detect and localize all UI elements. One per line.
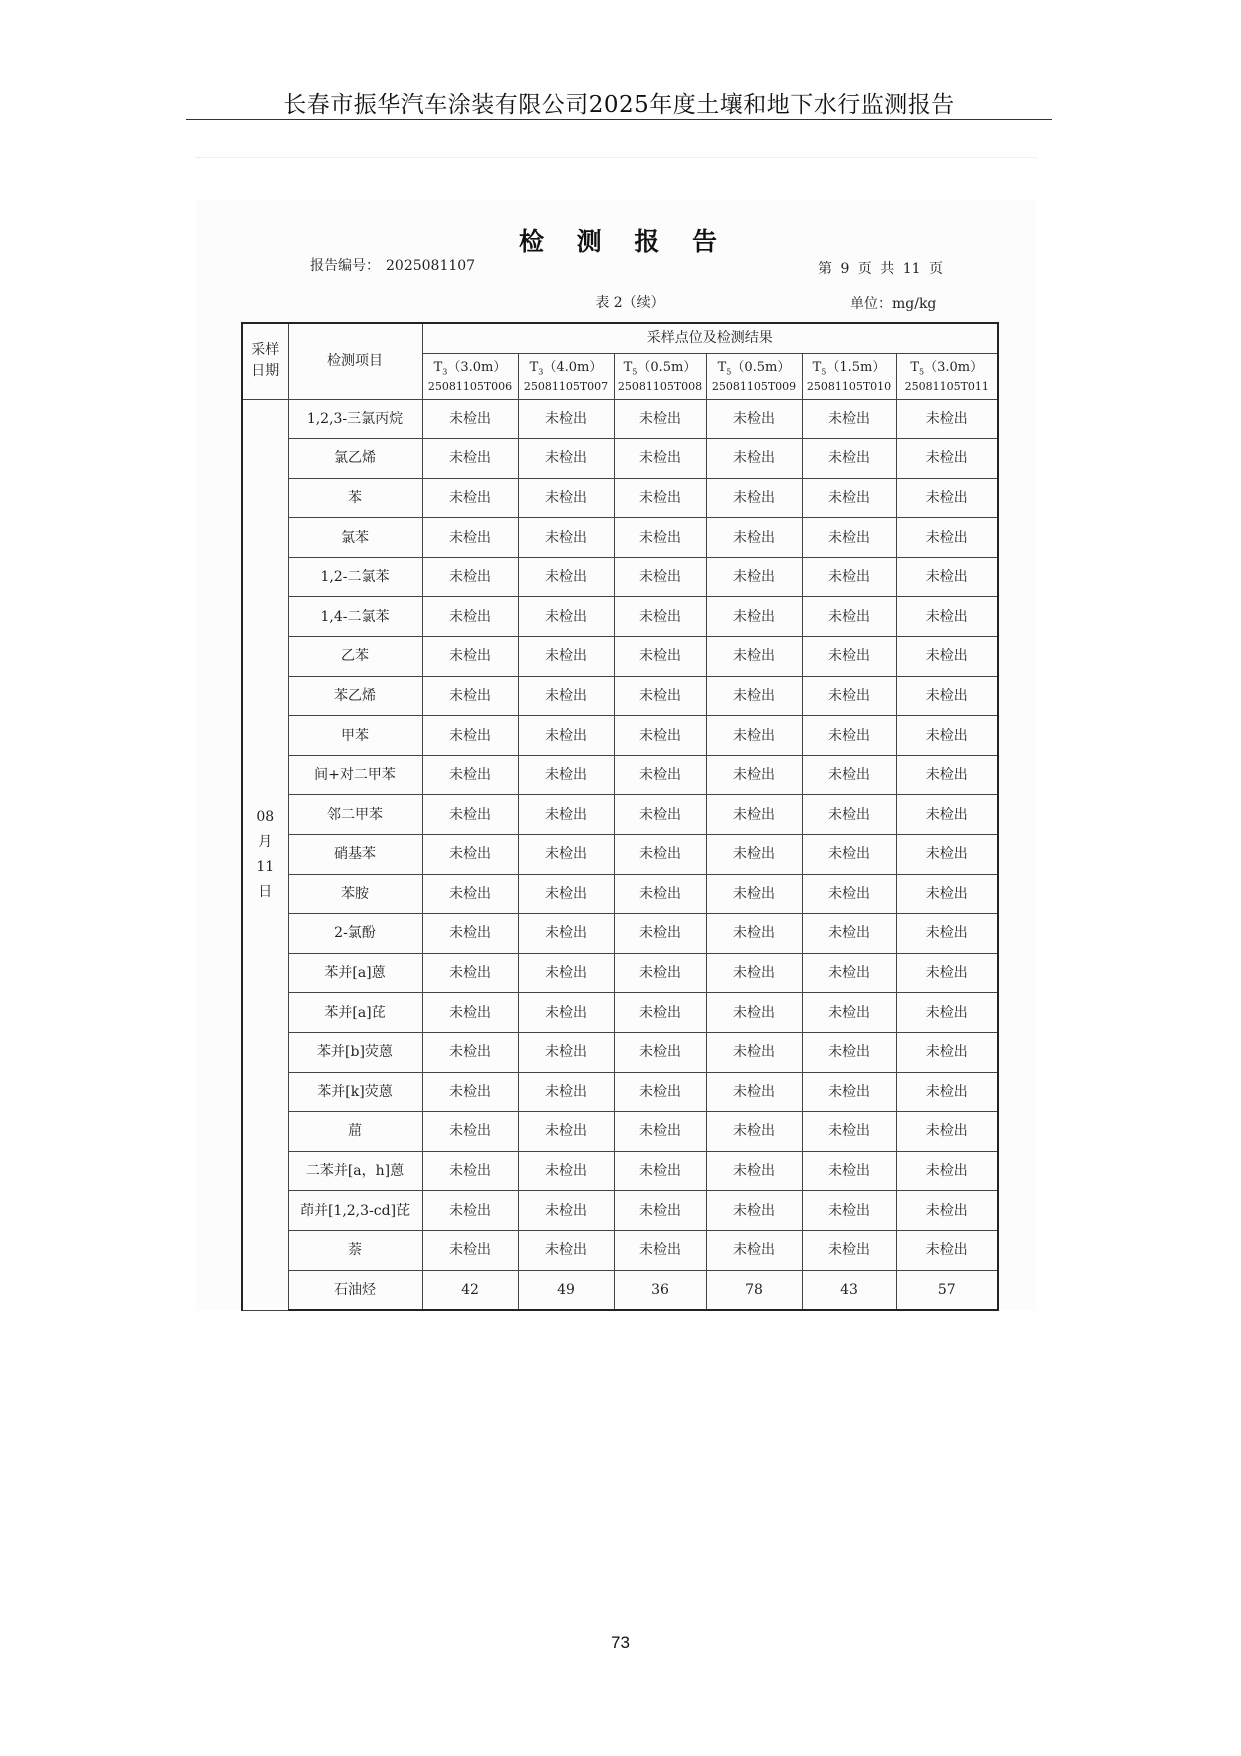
result-cell: 未检出 — [422, 597, 518, 637]
result-cell: 未检出 — [802, 835, 896, 875]
result-cell: 未检出 — [802, 399, 896, 439]
result-cell: 未检出 — [802, 597, 896, 637]
item-column-header: 检测项目 — [288, 323, 422, 399]
result-cell: 未检出 — [422, 1072, 518, 1112]
sampling-point-label: $T_5(0.5m)$ — [623, 359, 697, 377]
test-item-cell: 甲苯 — [288, 716, 422, 756]
result-cell: 未检出 — [614, 1072, 706, 1112]
test-item-cell: 2-氯酚 — [288, 914, 422, 954]
result-cell: 未检出 — [614, 597, 706, 637]
result-cell: 未检出 — [614, 795, 706, 835]
sample-code: 25081105T011 — [904, 379, 989, 393]
result-cell: 未检出 — [518, 874, 614, 914]
table-row — [242, 439, 998, 479]
result-cell: 未检出 — [896, 557, 998, 597]
result-cell: 未检出 — [614, 518, 706, 558]
table-row — [242, 914, 998, 954]
result-cell: 42 — [422, 1270, 518, 1310]
result-cell: 未检出 — [706, 1151, 802, 1191]
result-cell: 未检出 — [422, 795, 518, 835]
sampling-date-part: 08 — [256, 808, 275, 825]
sampling-point-header — [802, 353, 896, 399]
result-cell: 未检出 — [422, 1230, 518, 1270]
sampling-point-header — [518, 353, 614, 399]
test-item-cell: 氯苯 — [288, 518, 422, 558]
result-cell: 未检出 — [518, 676, 614, 716]
table-row — [242, 399, 998, 439]
result-cell: 未检出 — [706, 676, 802, 716]
sampling-date-part: 月 — [258, 833, 273, 850]
table-row — [242, 1151, 998, 1191]
results-table-body — [242, 323, 998, 1310]
result-cell: 未检出 — [802, 1191, 896, 1231]
test-item-cell: 二苯并[a，h]蒽 — [288, 1151, 422, 1191]
table-row — [242, 478, 998, 518]
document-header: 长春市振华汽车涂装有限公司2025年度土壤和地下水行监测报告 — [283, 92, 955, 118]
result-cell: 未检出 — [422, 874, 518, 914]
result-cell: 未检出 — [802, 1033, 896, 1073]
result-cell: 未检出 — [802, 478, 896, 518]
test-item-cell: 苯并[a]芘 — [288, 993, 422, 1033]
table-row — [242, 637, 998, 677]
result-cell: 未检出 — [896, 676, 998, 716]
result-cell: 未检出 — [896, 1072, 998, 1112]
result-cell: 未检出 — [802, 439, 896, 479]
result-cell: 未检出 — [614, 716, 706, 756]
result-cell: 未检出 — [896, 716, 998, 756]
result-cell: 未检出 — [614, 399, 706, 439]
result-cell: 未检出 — [518, 716, 614, 756]
result-cell: 未检出 — [896, 914, 998, 954]
test-item-cell: 1,2,3-三氯丙烷 — [288, 399, 422, 439]
result-cell: 未检出 — [518, 1151, 614, 1191]
result-cell: 未检出 — [518, 1033, 614, 1073]
result-cell: 未检出 — [896, 637, 998, 677]
result-cell: 未检出 — [614, 874, 706, 914]
result-cell: 未检出 — [614, 676, 706, 716]
sampling-point-label: $T_3(3.0m)$ — [433, 359, 507, 377]
result-cell: 未检出 — [896, 795, 998, 835]
result-cell: 未检出 — [518, 399, 614, 439]
sample-code: 25081105T009 — [711, 379, 797, 393]
result-cell: 未检出 — [422, 1033, 518, 1073]
result-cell: 未检出 — [614, 1112, 706, 1152]
table-row — [242, 1270, 998, 1310]
test-item-cell: 石油烃 — [288, 1270, 422, 1310]
table-row — [242, 795, 998, 835]
result-cell: 未检出 — [706, 557, 802, 597]
result-cell: 未检出 — [896, 835, 998, 875]
result-cell: 未检出 — [896, 518, 998, 558]
result-cell: 未检出 — [614, 1033, 706, 1073]
result-cell: 未检出 — [614, 557, 706, 597]
result-cell: 未检出 — [614, 993, 706, 1033]
sampling-point-header — [706, 353, 802, 399]
report-number-label: 报告编号： — [310, 258, 380, 274]
sampling-point-label: $T_5(1.5m)$ — [812, 359, 886, 377]
result-cell: 未检出 — [706, 835, 802, 875]
sampling-date-part: 日 — [258, 884, 273, 901]
result-cell: 未检出 — [802, 518, 896, 558]
header-row — [242, 323, 998, 353]
result-cell: 未检出 — [896, 1230, 998, 1270]
table-caption: 表 2（续） — [595, 295, 665, 311]
test-item-cell: 氯乙烯 — [288, 439, 422, 479]
result-cell: 未检出 — [614, 439, 706, 479]
result-cell: 未检出 — [422, 478, 518, 518]
sample-code: 25081105T007 — [523, 379, 609, 393]
result-cell: 未检出 — [614, 914, 706, 954]
result-cell: 未检出 — [706, 953, 802, 993]
result-cell: 未检出 — [896, 1112, 998, 1152]
result-cell: 未检出 — [422, 439, 518, 479]
result-cell: 未检出 — [518, 557, 614, 597]
result-cell: 未检出 — [614, 478, 706, 518]
result-cell: 未检出 — [422, 716, 518, 756]
result-cell: 未检出 — [706, 1072, 802, 1112]
result-cell: 57 — [896, 1270, 998, 1310]
sampling-point-header — [614, 353, 706, 399]
result-cell: 未检出 — [422, 399, 518, 439]
table-row — [242, 1230, 998, 1270]
sampling-point-label: $T_5(3.0m)$ — [910, 359, 984, 377]
result-cell: 未检出 — [706, 1191, 802, 1231]
result-cell: 未检出 — [896, 874, 998, 914]
result-cell: 未检出 — [802, 795, 896, 835]
result-cell: 未检出 — [706, 1230, 802, 1270]
result-cell: 未检出 — [518, 835, 614, 875]
result-cell: 未检出 — [802, 637, 896, 677]
result-cell: 未检出 — [802, 676, 896, 716]
test-item-cell: 硝基苯 — [288, 835, 422, 875]
test-item-cell: 1,2-二氯苯 — [288, 557, 422, 597]
sample-code: 25081105T006 — [427, 379, 513, 393]
sample-code: 25081105T008 — [617, 379, 703, 393]
sampling-date-part: 11 — [256, 859, 275, 876]
result-cell: 未检出 — [706, 874, 802, 914]
result-cell: 未检出 — [518, 914, 614, 954]
result-cell: 未检出 — [518, 1191, 614, 1231]
result-cell: 未检出 — [518, 1230, 614, 1270]
sampling-point-label: $T_5(0.5m)$ — [717, 359, 791, 377]
result-cell: 未检出 — [614, 1191, 706, 1231]
result-cell: 未检出 — [518, 597, 614, 637]
result-cell: 未检出 — [896, 1191, 998, 1231]
test-item-cell: 苯 — [288, 478, 422, 518]
result-cell: 未检出 — [422, 953, 518, 993]
result-cell: 未检出 — [422, 755, 518, 795]
result-cell: 未检出 — [518, 993, 614, 1033]
sampling-point-header — [422, 353, 518, 399]
scan-top-edge — [196, 157, 1036, 158]
table-row — [242, 1191, 998, 1231]
date-column-header-text: 采样日期 — [251, 342, 280, 380]
result-cell: 未检出 — [802, 1072, 896, 1112]
report-title: 检 测 报 告 — [518, 227, 730, 256]
result-cell: 未检出 — [422, 1112, 518, 1152]
result-cell: 未检出 — [422, 1191, 518, 1231]
points-group-header: 采样点位及检测结果 — [422, 323, 998, 353]
result-cell: 43 — [802, 1270, 896, 1310]
result-cell: 未检出 — [706, 914, 802, 954]
result-cell: 49 — [518, 1270, 614, 1310]
result-cell: 未检出 — [896, 439, 998, 479]
result-cell: 36 — [614, 1270, 706, 1310]
results-table — [241, 322, 999, 1311]
result-cell: 未检出 — [518, 953, 614, 993]
table-row — [242, 1072, 998, 1112]
test-item-cell: 䓛 — [288, 1112, 422, 1152]
result-cell: 未检出 — [802, 1112, 896, 1152]
table-row — [242, 597, 998, 637]
result-cell: 未检出 — [422, 557, 518, 597]
result-cell: 未检出 — [706, 637, 802, 677]
result-cell: 未检出 — [518, 637, 614, 677]
result-cell: 未检出 — [706, 716, 802, 756]
table-row — [242, 676, 998, 716]
result-cell: 未检出 — [706, 439, 802, 479]
result-cell: 未检出 — [422, 914, 518, 954]
result-cell: 未检出 — [706, 755, 802, 795]
result-cell: 未检出 — [422, 993, 518, 1033]
test-item-cell: 邻二甲苯 — [288, 795, 422, 835]
result-cell: 未检出 — [422, 637, 518, 677]
result-cell: 未检出 — [518, 518, 614, 558]
table-row — [242, 755, 998, 795]
result-cell: 未检出 — [802, 755, 896, 795]
result-cell: 未检出 — [614, 835, 706, 875]
result-cell: 未检出 — [802, 1230, 896, 1270]
result-cell: 未检出 — [896, 953, 998, 993]
sampling-date-cell — [242, 399, 288, 1310]
result-cell: 未检出 — [518, 439, 614, 479]
result-cell: 未检出 — [706, 795, 802, 835]
test-item-cell: 苯胺 — [288, 874, 422, 914]
result-cell: 未检出 — [706, 1033, 802, 1073]
result-cell: 未检出 — [896, 755, 998, 795]
result-cell: 未检出 — [422, 1151, 518, 1191]
date-column-header — [242, 323, 288, 399]
result-cell: 未检出 — [518, 1112, 614, 1152]
result-cell: 未检出 — [706, 597, 802, 637]
result-cell: 78 — [706, 1270, 802, 1310]
result-cell: 未检出 — [896, 993, 998, 1033]
result-cell: 未检出 — [614, 953, 706, 993]
result-cell: 未检出 — [802, 1151, 896, 1191]
result-cell: 未检出 — [802, 953, 896, 993]
result-cell: 未检出 — [802, 914, 896, 954]
result-cell: 未检出 — [896, 478, 998, 518]
result-cell: 未检出 — [896, 597, 998, 637]
report-page-indicator: 第 9 页 共 11 页 — [818, 261, 943, 277]
test-item-cell: 苯并[k]荧蒽 — [288, 1072, 422, 1112]
result-cell: 未检出 — [422, 518, 518, 558]
sampling-point-label: $T_3(4.0m)$ — [529, 359, 603, 377]
table-row — [242, 1112, 998, 1152]
sampling-point-header — [896, 353, 998, 399]
result-cell: 未检出 — [422, 835, 518, 875]
sample-code: 25081105T010 — [806, 379, 892, 393]
result-cell: 未检出 — [896, 399, 998, 439]
test-item-cell: 1,4-二氯苯 — [288, 597, 422, 637]
table-row — [242, 716, 998, 756]
test-item-cell: 萘 — [288, 1230, 422, 1270]
test-item-cell: 苯并[b]荧蒽 — [288, 1033, 422, 1073]
test-item-cell: 苯乙烯 — [288, 676, 422, 716]
result-cell: 未检出 — [614, 755, 706, 795]
report-number-value: 2025081107 — [386, 258, 476, 274]
result-cell: 未检出 — [706, 399, 802, 439]
result-cell: 未检出 — [802, 874, 896, 914]
test-item-cell: 间+对二甲苯 — [288, 755, 422, 795]
result-cell: 未检出 — [896, 1151, 998, 1191]
result-cell: 未检出 — [518, 795, 614, 835]
table-row — [242, 1033, 998, 1073]
result-cell: 未检出 — [422, 676, 518, 716]
result-cell: 未检出 — [518, 478, 614, 518]
result-cell: 未检出 — [706, 993, 802, 1033]
table-row — [242, 835, 998, 875]
test-item-cell: 苯并[a]蒽 — [288, 953, 422, 993]
header-divider — [186, 119, 1052, 120]
result-cell: 未检出 — [706, 1112, 802, 1152]
page-number: 73 — [611, 1633, 630, 1652]
report-number — [310, 255, 475, 275]
result-cell: 未检出 — [614, 1230, 706, 1270]
table-row — [242, 557, 998, 597]
unit-label: 单位：mg/kg — [850, 296, 937, 312]
table-row — [242, 993, 998, 1033]
test-item-cell: 乙苯 — [288, 637, 422, 677]
table-row — [242, 518, 998, 558]
result-cell: 未检出 — [614, 1151, 706, 1191]
result-cell: 未检出 — [706, 518, 802, 558]
result-cell: 未检出 — [614, 637, 706, 677]
result-cell: 未检出 — [518, 1072, 614, 1112]
result-cell: 未检出 — [896, 1033, 998, 1073]
table-row — [242, 874, 998, 914]
result-cell: 未检出 — [802, 716, 896, 756]
test-item-cell: 茚并[1,2,3-cd]芘 — [288, 1191, 422, 1231]
result-cell: 未检出 — [802, 993, 896, 1033]
result-cell: 未检出 — [706, 478, 802, 518]
result-cell: 未检出 — [802, 557, 896, 597]
table-row — [242, 953, 998, 993]
result-cell: 未检出 — [518, 755, 614, 795]
